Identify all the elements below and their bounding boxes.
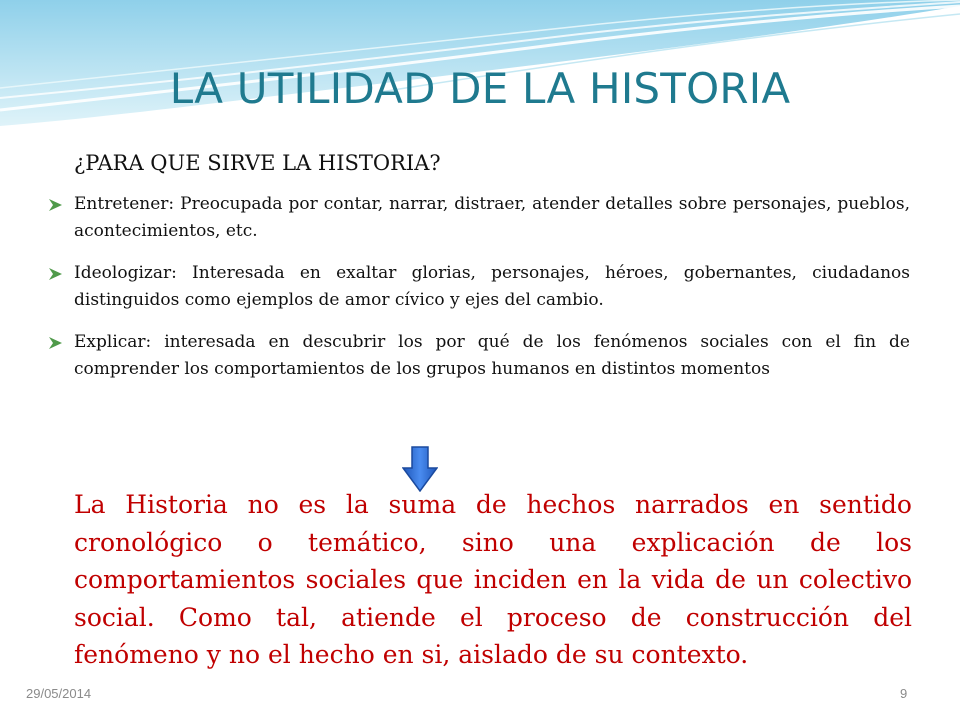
bullet-text: Entretener: Preocupada por contar, narrar, distraer, atender detalles sobre personajes, pueblos, acontecimientos, etc.: [74, 194, 910, 241]
bullet-item-ideologizar: [48, 260, 910, 314]
slide-title: LA UTILIDAD DE LA HISTORIA: [169, 64, 791, 113]
bullet-text: Ideologizar: Interesada en exaltar glorias, personajes, héroes, gobernantes, ciudadanos distinguidos como ejemplos de amor cívico y ejes del cambio.: [74, 263, 910, 310]
section-question: ¿PARA QUE SIRVE LA HISTORIA?: [74, 151, 441, 175]
arrow-right-icon: [48, 336, 64, 350]
footer-page-number: 9: [900, 686, 908, 701]
arrow-right-icon: [48, 198, 64, 212]
bullet-text: Explicar: interesada en descubrir los por qué de los fenómenos sociales con el fin de comprender los comportamientos de los grupos humanos en distintos momentos: [74, 332, 910, 379]
footer-date: 29/05/2014: [26, 686, 92, 701]
bullet-item-explicar: [48, 329, 910, 383]
conclusion-paragraph: La Historia no es la suma de hechos narrados en sentido cronológico o temático, sino una explicación de los comportamientos sociales que inciden en la vida de un colectivo social. Como tal, atiende el proceso de construcción del fenómeno y no el hecho en si, aislado de su contexto.: [74, 490, 912, 669]
arrow-right-icon: [48, 267, 64, 281]
bullet-list: [48, 191, 910, 398]
bullet-item-entretener: [48, 191, 910, 245]
